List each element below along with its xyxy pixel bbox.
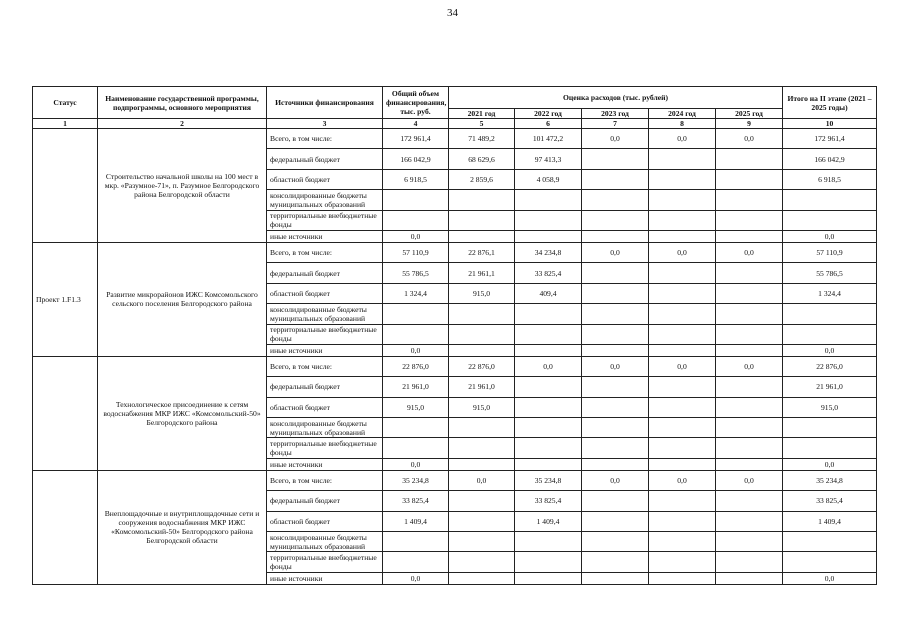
row-status xyxy=(33,356,98,470)
header-status: Статус xyxy=(33,87,98,119)
amount-cell xyxy=(449,418,515,438)
amount-cell xyxy=(582,458,649,470)
amount-cell: 0,0 xyxy=(649,470,716,490)
amount-cell: 22 876,1 xyxy=(449,242,515,262)
header-year-2022: 2022 год xyxy=(515,109,582,119)
amount-cell xyxy=(582,552,649,572)
amount-cell xyxy=(716,552,783,572)
funding-source-cell: иные источники xyxy=(267,572,383,584)
column-index: 2 xyxy=(98,119,267,129)
amount-cell: 21 961,1 xyxy=(449,263,515,283)
amount-cell xyxy=(515,344,582,356)
amount-cell xyxy=(716,230,783,242)
amount-cell: 166 042,9 xyxy=(383,149,449,169)
amount-cell xyxy=(515,210,582,230)
header-estimate: Оценка расходов (тыс. рублей) xyxy=(449,87,783,109)
amount-cell: 0,0 xyxy=(649,242,716,262)
column-index: 3 xyxy=(267,119,383,129)
column-index: 7 xyxy=(582,119,649,129)
header-year-2023: 2023 год xyxy=(582,109,649,119)
funding-source-cell: областной бюджет xyxy=(267,283,383,303)
amount-cell: 2 859,6 xyxy=(449,169,515,189)
amount-cell xyxy=(582,210,649,230)
amount-cell xyxy=(449,210,515,230)
amount-cell xyxy=(383,552,449,572)
amount-cell xyxy=(515,190,582,210)
header-sources: Источники финансирования xyxy=(267,87,383,119)
amount-cell: 0,0 xyxy=(649,129,716,149)
amount-cell xyxy=(582,397,649,417)
amount-cell xyxy=(515,552,582,572)
amount-cell xyxy=(515,304,582,324)
amount-cell: 101 472,2 xyxy=(515,129,582,149)
funding-source-cell: территориальные внебюджетные фонды xyxy=(267,210,383,230)
amount-cell xyxy=(515,324,582,344)
amount-cell xyxy=(383,418,449,438)
amount-cell xyxy=(449,532,515,552)
amount-cell xyxy=(649,397,716,417)
amount-cell xyxy=(716,458,783,470)
row-status xyxy=(33,129,98,243)
amount-cell xyxy=(783,210,877,230)
amount-cell xyxy=(649,230,716,242)
amount-cell xyxy=(383,324,449,344)
amount-cell: 915,0 xyxy=(449,397,515,417)
amount-cell: 6 918,5 xyxy=(383,169,449,189)
amount-cell: 409,4 xyxy=(515,283,582,303)
amount-cell xyxy=(582,169,649,189)
funding-source-cell: иные источники xyxy=(267,458,383,470)
amount-cell: 35 234,8 xyxy=(515,470,582,490)
amount-cell xyxy=(582,263,649,283)
amount-cell xyxy=(783,438,877,458)
funding-source-cell: территориальные внебюджетные фонды xyxy=(267,438,383,458)
amount-cell xyxy=(449,572,515,584)
header-stage-total: Итого на II этапе (2021 – 2025 годы) xyxy=(783,87,877,119)
amount-cell xyxy=(649,324,716,344)
amount-cell: 0,0 xyxy=(783,344,877,356)
table-row xyxy=(33,129,877,149)
amount-cell xyxy=(449,491,515,511)
funding-source-cell: областной бюджет xyxy=(267,169,383,189)
amount-cell: 0,0 xyxy=(716,242,783,262)
amount-cell: 33 825,4 xyxy=(383,491,449,511)
amount-cell xyxy=(649,511,716,531)
row-activity-name: Внеплощадочные и внутриплощадочные сети и сооружения водоснабжения МКР ИЖС «Комсомольский-50» Белгородского района Белгородской области xyxy=(98,470,267,584)
amount-cell xyxy=(716,532,783,552)
amount-cell: 6 918,5 xyxy=(783,169,877,189)
amount-cell xyxy=(582,324,649,344)
column-index: 10 xyxy=(783,119,877,129)
amount-cell: 0,0 xyxy=(383,230,449,242)
amount-cell xyxy=(383,210,449,230)
amount-cell: 97 413,3 xyxy=(515,149,582,169)
amount-cell xyxy=(383,304,449,324)
amount-cell: 1 409,4 xyxy=(783,511,877,531)
amount-cell xyxy=(716,438,783,458)
amount-cell xyxy=(716,397,783,417)
funding-source-cell: территориальные внебюджетные фонды xyxy=(267,324,383,344)
amount-cell xyxy=(649,532,716,552)
amount-cell xyxy=(649,149,716,169)
amount-cell xyxy=(582,418,649,438)
amount-cell xyxy=(649,304,716,324)
header-year-2024: 2024 год xyxy=(649,109,716,119)
amount-cell xyxy=(783,324,877,344)
table-row xyxy=(33,356,877,376)
amount-cell: 0,0 xyxy=(515,356,582,376)
amount-cell: 0,0 xyxy=(783,458,877,470)
amount-cell xyxy=(515,230,582,242)
amount-cell xyxy=(716,149,783,169)
header-year-2021: 2021 год xyxy=(449,109,515,119)
amount-cell xyxy=(449,324,515,344)
amount-cell xyxy=(716,418,783,438)
column-index: 8 xyxy=(649,119,716,129)
amount-cell xyxy=(515,532,582,552)
amount-cell: 172 961,4 xyxy=(783,129,877,149)
funding-source-cell: Всего, в том числе: xyxy=(267,242,383,262)
amount-cell: 71 489,2 xyxy=(449,129,515,149)
funding-source-cell: федеральный бюджет xyxy=(267,377,383,397)
row-activity-name: Развитие микрорайонов ИЖС Комсомольского сельского поселения Белгородского района xyxy=(98,242,267,356)
amount-cell xyxy=(515,397,582,417)
table-row xyxy=(33,470,877,490)
amount-cell: 0,0 xyxy=(582,129,649,149)
row-status: Проект 1.F1.3 xyxy=(33,242,98,356)
funding-source-cell: федеральный бюджет xyxy=(267,491,383,511)
amount-cell xyxy=(716,491,783,511)
amount-cell: 915,0 xyxy=(449,283,515,303)
amount-cell xyxy=(649,263,716,283)
amount-cell xyxy=(649,169,716,189)
funding-source-cell: консолидированные бюджеты муниципальных образований xyxy=(267,304,383,324)
amount-cell xyxy=(449,438,515,458)
funding-source-cell: иные источники xyxy=(267,344,383,356)
amount-cell: 915,0 xyxy=(783,397,877,417)
amount-cell xyxy=(716,324,783,344)
amount-cell: 0,0 xyxy=(783,572,877,584)
amount-cell: 21 961,0 xyxy=(449,377,515,397)
amount-cell xyxy=(515,438,582,458)
amount-cell xyxy=(783,552,877,572)
amount-cell xyxy=(449,511,515,531)
funding-source-cell: Всего, в том числе: xyxy=(267,129,383,149)
column-index: 9 xyxy=(716,119,783,129)
amount-cell xyxy=(716,190,783,210)
amount-cell xyxy=(716,511,783,531)
amount-cell xyxy=(716,169,783,189)
amount-cell xyxy=(716,283,783,303)
amount-cell xyxy=(783,418,877,438)
header-name: Наименование государственной программы, подпрограммы, основного мероприятия xyxy=(98,87,267,119)
amount-cell xyxy=(716,210,783,230)
amount-cell: 34 234,8 xyxy=(515,242,582,262)
header-year-2025: 2025 год xyxy=(716,109,783,119)
amount-cell: 57 110,9 xyxy=(783,242,877,262)
amount-cell: 1 324,4 xyxy=(783,283,877,303)
column-index: 6 xyxy=(515,119,582,129)
table-row xyxy=(33,242,877,262)
column-index-row xyxy=(33,119,877,129)
amount-cell xyxy=(649,377,716,397)
amount-cell: 0,0 xyxy=(449,470,515,490)
amount-cell: 0,0 xyxy=(582,356,649,376)
amount-cell: 68 629,6 xyxy=(449,149,515,169)
amount-cell xyxy=(649,344,716,356)
amount-cell xyxy=(582,572,649,584)
page-number: 34 xyxy=(447,7,458,19)
amount-cell xyxy=(716,263,783,283)
amount-cell: 21 961,0 xyxy=(783,377,877,397)
amount-cell xyxy=(582,377,649,397)
amount-cell: 1 409,4 xyxy=(515,511,582,531)
amount-cell: 22 876,0 xyxy=(449,356,515,376)
amount-cell: 22 876,0 xyxy=(383,356,449,376)
amount-cell xyxy=(515,377,582,397)
amount-cell xyxy=(649,572,716,584)
row-activity-name: Строительство начальной школы на 100 мест в мкр. «Разумное-71», п. Разумное Белгородского района Белгородской области xyxy=(98,129,267,243)
amount-cell xyxy=(515,418,582,438)
amount-cell xyxy=(649,210,716,230)
amount-cell: 0,0 xyxy=(383,344,449,356)
column-index: 4 xyxy=(383,119,449,129)
column-index: 5 xyxy=(449,119,515,129)
amount-cell: 0,0 xyxy=(716,356,783,376)
funding-source-cell: консолидированные бюджеты муниципальных образований xyxy=(267,532,383,552)
amount-cell xyxy=(649,283,716,303)
budget-table xyxy=(32,86,877,585)
amount-cell: 0,0 xyxy=(716,470,783,490)
funding-source-cell: территориальные внебюджетные фонды xyxy=(267,552,383,572)
amount-cell xyxy=(582,491,649,511)
amount-cell: 55 786,5 xyxy=(383,263,449,283)
amount-cell: 1 324,4 xyxy=(383,283,449,303)
amount-cell xyxy=(383,190,449,210)
amount-cell: 35 234,8 xyxy=(783,470,877,490)
amount-cell xyxy=(383,438,449,458)
amount-cell: 172 961,4 xyxy=(383,129,449,149)
amount-cell xyxy=(716,304,783,324)
amount-cell: 0,0 xyxy=(783,230,877,242)
amount-cell xyxy=(582,190,649,210)
row-activity-name: Технологическое присоединение к сетям водоснабжения МКР ИЖС «Комсомольский-50» Белгородского района xyxy=(98,356,267,470)
row-status xyxy=(33,470,98,584)
amount-cell: 57 110,9 xyxy=(383,242,449,262)
amount-cell: 22 876,0 xyxy=(783,356,877,376)
amount-cell xyxy=(716,344,783,356)
amount-cell xyxy=(449,230,515,242)
funding-source-cell: федеральный бюджет xyxy=(267,149,383,169)
amount-cell: 915,0 xyxy=(383,397,449,417)
amount-cell xyxy=(582,532,649,552)
amount-cell: 55 786,5 xyxy=(783,263,877,283)
amount-cell xyxy=(783,532,877,552)
amount-cell xyxy=(783,304,877,324)
amount-cell xyxy=(449,458,515,470)
funding-source-cell: Всего, в том числе: xyxy=(267,356,383,376)
amount-cell xyxy=(383,532,449,552)
header-total: Общий объем финансирования, тыс. руб. xyxy=(383,87,449,119)
amount-cell xyxy=(449,344,515,356)
amount-cell xyxy=(783,190,877,210)
funding-source-cell: консолидированные бюджеты муниципальных образований xyxy=(267,190,383,210)
amount-cell: 0,0 xyxy=(383,572,449,584)
amount-cell xyxy=(716,377,783,397)
amount-cell xyxy=(449,304,515,324)
amount-cell: 33 825,4 xyxy=(515,491,582,511)
amount-cell xyxy=(649,552,716,572)
column-index: 1 xyxy=(33,119,98,129)
amount-cell xyxy=(515,458,582,470)
funding-source-cell: областной бюджет xyxy=(267,397,383,417)
amount-cell: 0,0 xyxy=(716,129,783,149)
amount-cell xyxy=(582,230,649,242)
amount-cell xyxy=(582,149,649,169)
amount-cell xyxy=(582,438,649,458)
amount-cell: 0,0 xyxy=(582,242,649,262)
amount-cell xyxy=(649,438,716,458)
amount-cell xyxy=(449,190,515,210)
amount-cell: 1 409,4 xyxy=(383,511,449,531)
amount-cell xyxy=(716,572,783,584)
amount-cell xyxy=(649,458,716,470)
amount-cell xyxy=(649,190,716,210)
funding-source-cell: иные источники xyxy=(267,230,383,242)
funding-source-cell: федеральный бюджет xyxy=(267,263,383,283)
funding-source-cell: областной бюджет xyxy=(267,511,383,531)
amount-cell: 35 234,8 xyxy=(383,470,449,490)
funding-source-cell: Всего, в том числе: xyxy=(267,470,383,490)
amount-cell: 0,0 xyxy=(383,458,449,470)
amount-cell xyxy=(449,552,515,572)
amount-cell: 0,0 xyxy=(649,356,716,376)
amount-cell xyxy=(649,418,716,438)
amount-cell: 166 042,9 xyxy=(783,149,877,169)
amount-cell xyxy=(515,572,582,584)
amount-cell xyxy=(649,491,716,511)
amount-cell xyxy=(582,511,649,531)
amount-cell: 0,0 xyxy=(582,470,649,490)
amount-cell: 21 961,0 xyxy=(383,377,449,397)
amount-cell xyxy=(582,283,649,303)
amount-cell: 4 058,9 xyxy=(515,169,582,189)
funding-source-cell: консолидированные бюджеты муниципальных образований xyxy=(267,418,383,438)
amount-cell: 33 825,4 xyxy=(515,263,582,283)
amount-cell: 33 825,4 xyxy=(783,491,877,511)
amount-cell xyxy=(582,344,649,356)
amount-cell xyxy=(582,304,649,324)
